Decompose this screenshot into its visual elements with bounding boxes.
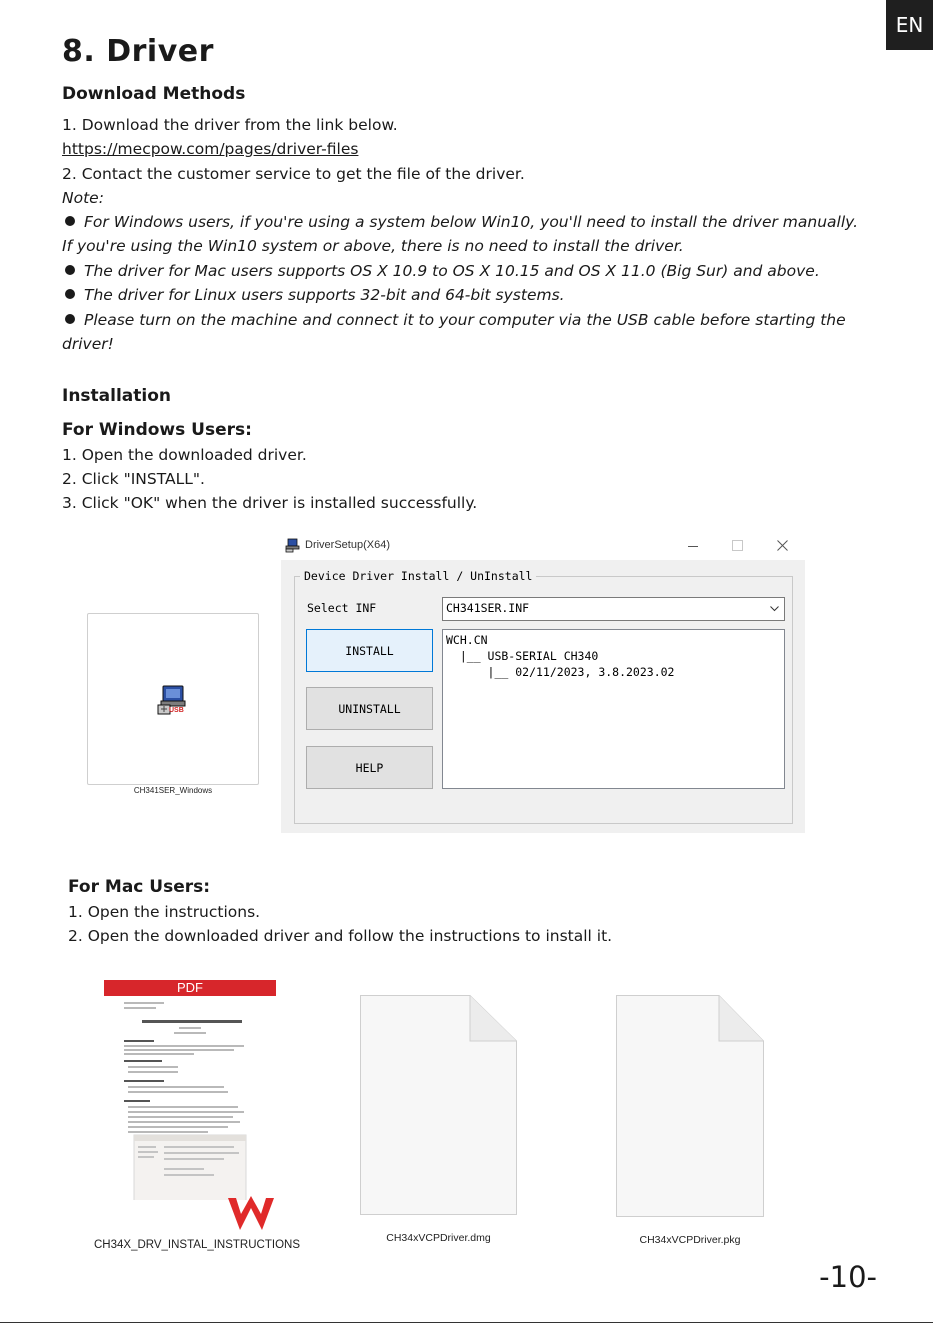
download-step-1: 1. Download the driver from the link below.: [62, 116, 398, 134]
groupbox-label: Device Driver Install / UnInstall: [300, 569, 536, 583]
driver-info-line-3: |__ 02/11/2023, 3.8.2023.02: [446, 665, 675, 679]
chevron-down-icon: [770, 606, 779, 612]
driver-info-box: [442, 629, 785, 789]
mac-users-heading: For Mac Users:: [68, 877, 211, 897]
page-number: -10-: [819, 1260, 877, 1294]
windows-users-heading: For Windows Users:: [62, 420, 252, 440]
win-step-1: 1. Open the downloaded driver.: [62, 446, 307, 464]
setup-app-icon: [285, 538, 300, 553]
note-usb-cont: driver!: [62, 335, 114, 353]
dmg-file-caption: CH34xVCPDriver.dmg: [386, 1232, 491, 1244]
language-tab: EN: [886, 0, 933, 50]
download-methods-heading: Download Methods: [62, 84, 246, 104]
install-button[interactable]: INSTALL: [306, 629, 433, 672]
bullet-icon: [65, 314, 75, 324]
window-titlebar: [281, 532, 805, 560]
driver-file-caption: CH341SER_Windows: [133, 786, 213, 795]
inf-select-value: CH341SER.INF: [446, 601, 530, 615]
bullet-icon: [65, 216, 75, 226]
download-step-2: 2. Contact the customer service to get the file of the driver.: [62, 165, 525, 183]
note-windows: [62, 213, 858, 231]
minimize-button[interactable]: [686, 539, 700, 553]
uninstall-button[interactable]: UNINSTALL: [306, 687, 433, 730]
driver-file-icon-card[interactable]: [87, 613, 259, 785]
window-title: DriverSetup(X64): [305, 539, 390, 551]
dmg-file-icon[interactable]: [360, 995, 517, 1215]
note-usb-text: Please turn on the machine and connect it to your computer via the USB cable before starting the: [84, 311, 846, 329]
note-windows-cont: If you're using the Win10 system or above, there is no need to install the driver.: [62, 237, 684, 255]
close-button[interactable]: [777, 540, 788, 551]
pkg-file-icon[interactable]: [616, 995, 764, 1217]
bottom-divider: [0, 1322, 933, 1323]
maximize-button[interactable]: [732, 540, 743, 551]
help-button[interactable]: HELP: [306, 746, 433, 789]
driver-info-line-1: WCH.CN: [446, 633, 488, 647]
driver-info-line-2: |__ USB-SERIAL CH340: [446, 649, 599, 663]
driver-setup-window: [281, 532, 805, 833]
note-mac-text: The driver for Mac users supports OS X 10.9 to OS X 10.15 and OS X 11.0 (Big Sur) and above.: [84, 262, 820, 280]
wps-logo-icon: [226, 1194, 276, 1234]
pdf-page-preview: [124, 1000, 259, 1200]
inf-select[interactable]: [442, 597, 785, 621]
select-inf-label: Select INF: [307, 601, 377, 615]
note-mac: [62, 262, 820, 280]
win-step-3: 3. Click "OK" when the driver is installed successfully.: [62, 494, 478, 512]
bullet-icon: [65, 289, 75, 299]
note-linux-text: The driver for Linux users supports 32-bit and 64-bit systems.: [84, 286, 565, 304]
pdf-instructions-file[interactable]: [104, 980, 276, 1237]
pkg-file-caption: CH34xVCPDriver.pkg: [639, 1234, 741, 1246]
win-step-2: 2. Click "INSTALL".: [62, 470, 205, 488]
pdf-badge: PDF: [104, 980, 276, 996]
note-linux: [62, 286, 565, 304]
bullet-icon: [65, 265, 75, 275]
mac-step-1: 1. Open the instructions.: [68, 903, 261, 921]
page-title: 8. Driver: [62, 34, 214, 69]
usb-badge: USB: [169, 707, 184, 714]
note-windows-text: For Windows users, if you're using a system below Win10, you'll need to install the driver manually.: [84, 213, 859, 231]
note-label: Note:: [62, 189, 104, 207]
installation-heading: Installation: [62, 386, 172, 406]
pdf-file-caption: CH34X_DRV_INSTAL_INSTRUCTIONS: [94, 1239, 300, 1251]
note-usb: [62, 311, 846, 329]
mac-step-2: 2. Open the downloaded driver and follow the instructions to install it.: [68, 927, 613, 945]
driver-download-link[interactable]: https://mecpow.com/pages/driver-files: [62, 140, 359, 158]
